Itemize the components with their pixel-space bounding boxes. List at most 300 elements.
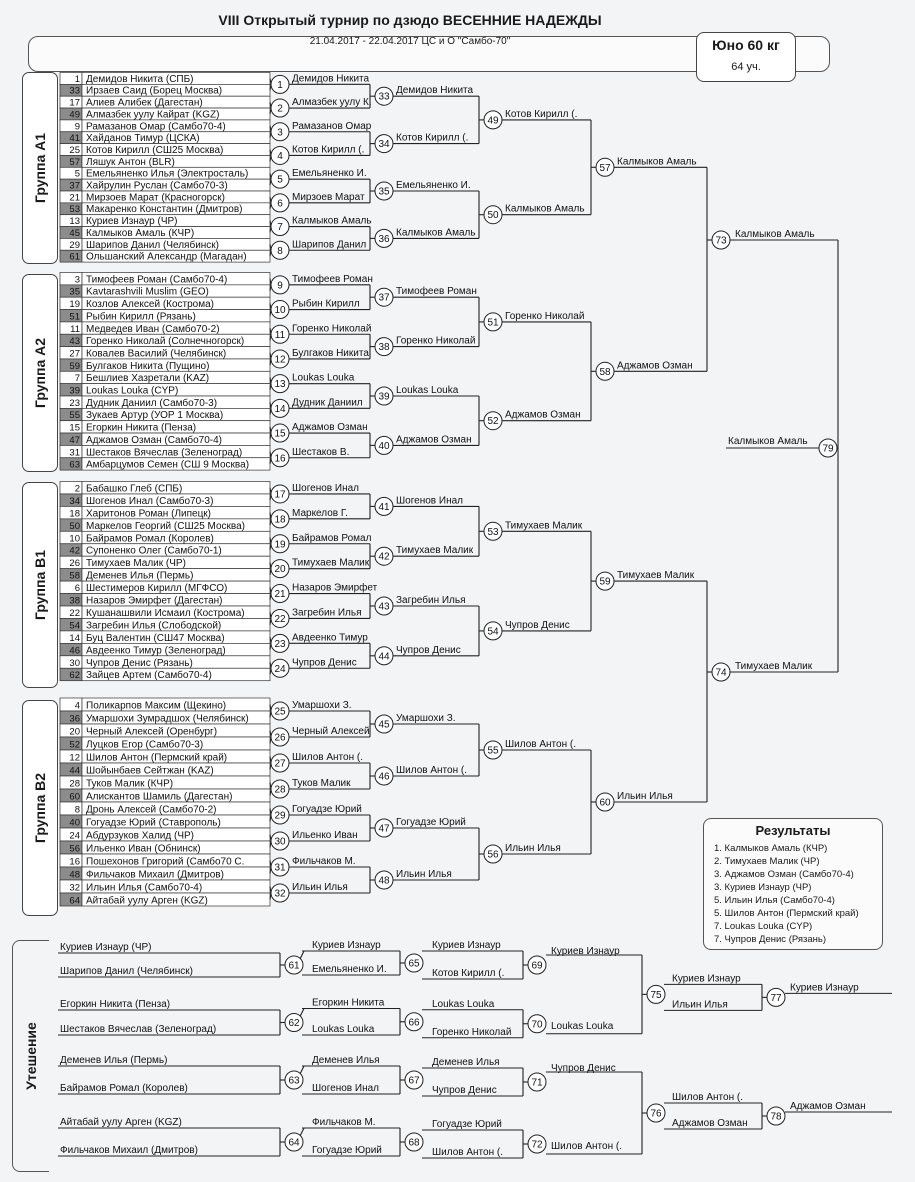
- match-number: 44: [378, 651, 390, 663]
- seed-number: 6: [74, 583, 80, 595]
- match-number: 63: [288, 1075, 300, 1087]
- group-label: Группа В1: [32, 549, 49, 621]
- seed-number: 26: [69, 558, 80, 570]
- match-number: 51: [487, 317, 499, 329]
- match-number: 48: [378, 875, 390, 887]
- match-number: 18: [274, 514, 286, 526]
- entry-name: Емельяненко Илья (Электросталь): [86, 168, 249, 180]
- entry-name: Шилов Антон (Пермский край): [86, 752, 228, 764]
- bracket-line: [300, 1128, 304, 1136]
- opponent-name: Котов Кирилл (.: [432, 968, 505, 979]
- entry-name: Айтабай уулу Арген (KGZ): [86, 895, 208, 907]
- winner-name: Рамазанов Омар: [292, 120, 372, 132]
- match-number: 19: [274, 539, 286, 551]
- seed-number: 3: [74, 274, 80, 286]
- entry-name: Загребин Илья (Слободской): [86, 620, 222, 632]
- champion-name: Калмыков Амаль: [728, 436, 808, 447]
- repechage-entry: Фильчаков Михаил (Дмитров): [60, 1145, 198, 1156]
- entry-name: Рамазанов Омар (Самбо70-4): [86, 121, 226, 133]
- winner-name: Калмыков Амаль: [735, 229, 815, 240]
- seed-number: 4: [74, 700, 80, 712]
- match-number: 64: [288, 1137, 300, 1149]
- result-item: 2. Тимухаев Малик (ЧР): [714, 856, 820, 867]
- match-number: 70: [531, 1019, 543, 1031]
- opponent-name: Аджамов Озман: [672, 1118, 748, 1129]
- winner-name: Тимухаев Малик: [505, 520, 583, 532]
- winner-name: Емельяненко И.: [292, 168, 367, 180]
- seed-number: 41: [69, 133, 80, 145]
- match-number: 38: [378, 342, 390, 354]
- match-number: 50: [487, 210, 499, 222]
- entry-name: Козлов Алексей (Кострома): [86, 299, 215, 311]
- winner-name: Авдеенко Тимур: [292, 632, 368, 644]
- match-number: 59: [599, 576, 611, 588]
- entry-name: Ильин Илья (Самбо70-4): [86, 882, 203, 894]
- match-number: 29: [274, 810, 286, 822]
- winner-name: Калмыков Амаль: [292, 215, 372, 227]
- match-number: 37: [378, 292, 390, 304]
- winner-name: Маркелов Г.: [292, 507, 348, 519]
- match-number: 20: [274, 564, 286, 576]
- match-number: 42: [378, 551, 390, 563]
- winner-name: Куриев Изнаур: [672, 973, 741, 985]
- seed-number: 8: [74, 804, 80, 816]
- winner-name: Тимухаев Малик: [735, 661, 813, 672]
- match-number: 46: [378, 771, 390, 783]
- entry-name: Булгаков Никита (Пущино): [86, 360, 210, 372]
- winner-name: Ильин Илья: [617, 791, 673, 802]
- match-number: 13: [274, 379, 286, 391]
- seed-number: 55: [69, 410, 80, 422]
- match-number: 55: [487, 745, 499, 757]
- winner-name: Егоркин Никита: [312, 997, 385, 1009]
- seed-number: 14: [69, 632, 80, 644]
- entry-name: Ирзаев Саид (Борец Москва): [86, 85, 223, 97]
- seed-number: 17: [69, 97, 80, 109]
- entry-name: Тимофеев Роман (Самбо70-4): [86, 274, 228, 286]
- winner-name: Загребин Илья: [292, 607, 362, 619]
- entry-name: Аджамов Озман (Самбо70-4): [86, 434, 223, 446]
- winner-name: Горенко Николай: [505, 310, 585, 322]
- seed-number: 64: [69, 895, 80, 907]
- seed-number: 34: [69, 495, 80, 507]
- match-number: 32: [274, 888, 286, 900]
- seed-number: 43: [69, 336, 80, 348]
- winner-name: Loukas Louka: [551, 1020, 614, 1032]
- winner-name: Loukas Louka: [396, 385, 459, 396]
- match-number: 52: [487, 416, 499, 428]
- winner-name: Емельяненко И.: [396, 180, 471, 191]
- match-number: 76: [650, 1108, 662, 1120]
- match-number: 57: [599, 162, 611, 174]
- result-item: 7. Чупров Денис (Рязань): [714, 934, 827, 945]
- entry-name: Поликарпов Максим (Щекино): [86, 700, 227, 712]
- match-number: 23: [274, 638, 286, 650]
- seed-number: 49: [69, 109, 80, 121]
- entry-name: Медведев Иван (Самбо70-2): [86, 323, 220, 335]
- seed-number: 63: [69, 459, 80, 471]
- match-number: 67: [408, 1075, 420, 1087]
- seed-number: 5: [74, 168, 80, 180]
- entry-name: Егоркин Никита (Пенза): [86, 422, 197, 434]
- match-number: 62: [288, 1018, 300, 1029]
- entry-name: Демидов Никита (СПБ): [86, 73, 194, 85]
- opponent-name: Емельяненко И.: [312, 964, 387, 975]
- seed-number: 23: [69, 397, 80, 409]
- bracket-line: [300, 1066, 304, 1074]
- entry-name: Шогенов Инал (Самбо70-3): [86, 495, 214, 507]
- winner-name: Аджамов Озман: [292, 422, 368, 434]
- seed-number: 30: [69, 657, 80, 669]
- entry-name: Ольшанский Александр (Магадан): [86, 251, 247, 263]
- match-number: 12: [274, 354, 286, 366]
- match-number: 61: [288, 960, 300, 972]
- seed-number: 51: [69, 311, 80, 323]
- entry-name: Тимухаев Малик (ЧР): [86, 558, 186, 570]
- seed-number: 16: [69, 856, 80, 868]
- winner-name: Котов Кирилл (.: [292, 144, 365, 156]
- match-number: 15: [274, 428, 286, 440]
- seed-number: 28: [69, 778, 80, 790]
- seed-number: 54: [69, 620, 80, 632]
- match-number: 75: [650, 989, 662, 1001]
- entry-name: Пошехонов Григорий (Самбо70 С.: [86, 856, 245, 868]
- entry-name: Байрамов Ромал (Королев): [86, 533, 214, 545]
- match-number: 71: [531, 1077, 543, 1089]
- winner-name: Демидов Никита: [292, 73, 370, 85]
- match-number: 26: [274, 732, 286, 744]
- match-number: 78: [770, 1111, 782, 1123]
- winner-name: Аджамов Озман: [505, 409, 581, 421]
- seed-number: 12: [69, 752, 80, 764]
- entry-name: Шойынбаев Сейтжан (KAZ): [86, 765, 214, 777]
- winner-name: Ильин Илья: [396, 869, 452, 880]
- entry-name: Амбарцумов Семен (СШ 9 Москва): [86, 459, 250, 471]
- winner-name: Ильенко Иван: [292, 830, 358, 841]
- winner-name: Ильин Илья: [505, 843, 561, 854]
- result-item: 3. Аджамов Озман (Самбо70-4): [714, 869, 854, 880]
- entry-name: Маркелов Георгий (СШ25 Москва): [86, 520, 245, 532]
- entry-name: Калмыков Амаль (КЧР): [86, 227, 195, 239]
- winner-name: Калмыков Амаль: [617, 156, 697, 168]
- winner-name: Булгаков Никита: [292, 347, 369, 359]
- match-number: 73: [715, 235, 727, 247]
- seed-number: 57: [69, 156, 80, 168]
- entry-name: Алиев Алибек (Дагестан): [86, 97, 203, 109]
- entry-name: Дудник Даниил (Самбо70-3): [86, 397, 218, 409]
- match-number: 17: [274, 489, 286, 501]
- winner-name: Гогуадзе Юрий: [396, 817, 466, 828]
- entry-name: Kavtarashvili Muslim (GEO): [86, 286, 209, 298]
- winner-name: Шилов Антон (.: [551, 1141, 622, 1152]
- seed-number: 13: [69, 216, 80, 228]
- winner-name: Тимухаев Малик: [396, 545, 474, 557]
- winner-name: Шилов Антон (.: [505, 739, 576, 750]
- match-number: 28: [274, 784, 286, 796]
- seed-number: 58: [69, 570, 80, 582]
- entry-name: Шестаков Вячеслав (Зеленоград): [86, 447, 243, 459]
- winner-name: Демидов Никита: [396, 85, 474, 97]
- match-number: 39: [378, 391, 390, 403]
- winner-name: Гогуадзе Юрий: [292, 804, 362, 815]
- opponent-name: Горенко Николай: [432, 1026, 512, 1038]
- winner-name: Шилов Антон (.: [292, 752, 363, 763]
- weight-category: Юно 60 кг: [712, 37, 780, 53]
- winner-name: Чупров Денис: [292, 657, 357, 669]
- results-title: Результаты: [755, 823, 831, 838]
- seed-number: 1: [74, 73, 80, 85]
- group-label: Группа В2: [32, 772, 49, 844]
- seed-number: 52: [69, 739, 80, 751]
- match-number: 31: [274, 862, 286, 874]
- match-number: 3: [277, 127, 283, 139]
- seed-number: 18: [69, 508, 80, 520]
- seed-number: 22: [69, 607, 80, 619]
- opponent-name: Шогенов Инал: [312, 1083, 379, 1094]
- match-number: 14: [274, 403, 286, 415]
- winner-name: Назаров Эмирфет: [292, 582, 378, 594]
- match-number: 35: [378, 186, 390, 198]
- entry-name: Ковалев Василий (Челябинск): [86, 348, 227, 360]
- match-number: 36: [378, 233, 390, 245]
- entry-name: Харитонов Роман (Липецк): [86, 508, 211, 520]
- winner-name: Черный Алексей: [292, 726, 370, 737]
- match-number: 53: [487, 526, 499, 538]
- seed-number: 60: [69, 791, 80, 803]
- winner-name: Калмыков Амаль: [396, 227, 476, 239]
- match-number: 41: [378, 501, 390, 513]
- match-number: 5: [277, 174, 283, 186]
- winner-name: Загребин Илья: [396, 595, 466, 606]
- group-label: Группа А2: [32, 337, 49, 409]
- result-item: 5. Шилов Антон (Пермский край): [714, 908, 859, 919]
- result-item: 5. Ильин Илья (Самбо70-4): [714, 895, 835, 906]
- winner-name: Умаршохи З.: [396, 713, 456, 724]
- seed-number: 36: [69, 713, 80, 725]
- entry-name: Мирзоев Марат (Красногорск): [86, 192, 225, 204]
- entry-name: Бабашко Глеб (СПБ): [86, 483, 183, 495]
- match-number: 25: [274, 706, 286, 718]
- seed-number: 53: [69, 204, 80, 216]
- result-item: 7. Loukas Louka (CYP): [714, 921, 813, 932]
- entry-name: Буц Валентин (СШ47 Москва): [86, 632, 225, 644]
- entry-name: Деменев Илья (Пермь): [86, 570, 194, 582]
- match-number: 65: [408, 958, 420, 970]
- winner-name: Гогуадзе Юрий: [432, 1119, 502, 1130]
- seed-number: 7: [74, 373, 80, 385]
- entry-name: Ляшук Антон (BLR): [86, 156, 175, 168]
- winner-name: Горенко Николай: [292, 323, 372, 335]
- winner-name: Котов Кирилл (.: [396, 132, 469, 144]
- seed-number: 42: [69, 545, 80, 557]
- winner-name: Шестаков В.: [292, 446, 350, 458]
- match-number: 56: [487, 849, 499, 861]
- entry-name: Шестимеров Кирилл (МГФСО): [86, 583, 228, 595]
- match-number: 68: [408, 1137, 420, 1149]
- seed-number: 21: [69, 192, 80, 204]
- seed-number: 40: [69, 817, 80, 829]
- seed-number: 46: [69, 645, 80, 657]
- winner-name: Мирзоев Марат: [292, 191, 365, 203]
- seed-number: 39: [69, 385, 80, 397]
- match-number: 45: [378, 719, 390, 731]
- match-number: 4: [277, 150, 283, 162]
- winner-name: Шарипов Данил: [292, 239, 367, 251]
- seed-number: 59: [69, 360, 80, 372]
- bronze-name: Куриев Изнаур: [790, 982, 859, 994]
- winner-name: Аджамов Озман: [396, 434, 472, 446]
- seed-number: 31: [69, 447, 80, 459]
- bracket-line: [300, 1009, 304, 1017]
- match-number: 49: [487, 115, 499, 127]
- winner-name: Тимофеев Роман: [292, 273, 373, 285]
- repechage-entry: Егоркин Никита (Пенза): [60, 999, 171, 1010]
- seed-number: 44: [69, 765, 80, 777]
- entry-name: Дронь Алексей (Самбо70-2): [86, 804, 217, 816]
- entry-name: Зайцев Артем (Самбо70-4): [86, 670, 212, 682]
- match-number: 58: [599, 366, 611, 378]
- match-number: 27: [274, 758, 286, 770]
- winner-name: Байрамов Ромал: [292, 532, 372, 544]
- winner-name: Котов Кирилл (.: [505, 108, 578, 120]
- entry-name: Горенко Николай (Солнечногорск): [86, 336, 245, 348]
- entry-name: Чупров Денис (Рязань): [86, 657, 193, 669]
- seed-number: 15: [69, 422, 80, 434]
- result-item: 1. Калмыков Амаль (КЧР): [714, 843, 828, 854]
- seed-number: 24: [69, 830, 80, 842]
- match-number: 1: [277, 79, 283, 91]
- winner-name: Шилов Антон (.: [672, 1092, 743, 1103]
- match-number: 74: [715, 667, 727, 679]
- entry-name: Шарипов Данил (Челябинск): [86, 239, 220, 251]
- entry-name: Ильенко Иван (Обнинск): [86, 843, 201, 855]
- winner-name: Чупров Денис: [505, 619, 570, 631]
- opponent-name: Шилов Антон (.: [432, 1147, 503, 1158]
- winner-name: Калмыков Амаль: [505, 203, 585, 215]
- entry-name: Хайданов Тимур (ЦСКА): [86, 133, 200, 145]
- match-number: 34: [378, 139, 390, 151]
- winner-name: Тимофеев Роман: [396, 286, 477, 298]
- match-number: 6: [277, 198, 283, 210]
- entry-name: Кушанашвили Исмаил (Кострома): [86, 607, 245, 619]
- seed-number: 25: [69, 144, 80, 156]
- winner-name: Куриев Изнаур: [312, 940, 381, 951]
- match-number: 40: [378, 440, 390, 452]
- match-number: 22: [274, 613, 286, 625]
- winner-name: Туков Малик: [292, 778, 351, 789]
- match-number: 72: [531, 1139, 543, 1151]
- match-number: 47: [378, 823, 390, 835]
- match-number: 33: [378, 91, 390, 103]
- entry-name: Абдурзуков Халид (ЧР): [86, 830, 194, 842]
- opponent-name: Ильин Илья: [672, 999, 728, 1011]
- tournament-title: VIII Открытый турнир по дзюдо ВЕСЕННИЕ НАДЕЖДЫ: [218, 12, 602, 28]
- winner-name: Деменев Илья: [312, 1055, 380, 1066]
- tournament-dates: 21.04.2017 - 22.04.2017 ЦС и О "Самбо-70": [309, 36, 511, 47]
- seed-number: 56: [69, 843, 80, 855]
- seed-number: 29: [69, 239, 80, 251]
- seed-number: 48: [69, 869, 80, 881]
- match-number: 21: [274, 589, 286, 601]
- match-number: 79: [822, 443, 834, 455]
- group-label: Группа А1: [32, 132, 49, 204]
- match-number: 8: [277, 245, 283, 257]
- entry-name: Авдеенко Тимур (Зеленоград): [86, 645, 226, 657]
- seed-number: 11: [70, 323, 80, 335]
- result-item: 3. Куриев Изнаур (ЧР): [714, 882, 812, 893]
- seed-number: 2: [74, 483, 80, 495]
- entry-name: Черный Алексей (Оренбург): [86, 726, 218, 738]
- entry-name: Рыбин Кирилл (Рязань): [86, 311, 196, 323]
- winner-name: Чупров Денис: [396, 644, 461, 656]
- entry-name: Луцков Егор (Самбо70-3): [86, 739, 204, 751]
- match-number: 10: [274, 305, 286, 317]
- winner-name: Чупров Денис: [551, 1063, 616, 1074]
- winner-name: Тимухаев Малик: [617, 570, 695, 582]
- entry-name: Куриев Изнаур (ЧР): [86, 216, 178, 228]
- entry-name: Туков Малик (КЧР): [86, 778, 174, 790]
- winner-name: Ильин Илья: [292, 882, 348, 893]
- entry-name: Алискантов Шамиль (Дагестан): [86, 791, 233, 803]
- entry-name: Гогуадзе Юрий (Ставрополь): [86, 817, 221, 829]
- match-number: 9: [277, 280, 283, 292]
- winner-name: Шогенов Инал: [292, 482, 359, 494]
- winner-name: Куриев Изнаур: [432, 940, 501, 951]
- repechage-entry: Деменев Илья (Пермь): [60, 1055, 168, 1066]
- match-number: 66: [408, 1017, 420, 1029]
- entry-name: Хайрулин Руслан (Самбо70-3): [86, 180, 228, 192]
- opponent-name: Loukas Louka: [312, 1024, 375, 1035]
- repechage-entry: Шарипов Данил (Челябинск): [60, 966, 194, 977]
- seed-number: 37: [69, 180, 80, 192]
- winner-name: Loukas Louka: [292, 372, 355, 384]
- repechage-entry: Шестаков Вячеслав (Зеленоград): [60, 1024, 217, 1035]
- bronze-name: Аджамов Озман: [790, 1101, 866, 1112]
- seed-number: 9: [74, 121, 80, 133]
- match-number: 2: [277, 103, 283, 115]
- winner-name: Горенко Николай: [396, 335, 476, 347]
- winner-name: Фильчаков М.: [292, 856, 356, 867]
- winner-name: Дудник Даниил: [292, 397, 363, 409]
- winner-name: Аджамов Озман: [617, 360, 693, 372]
- repechage-entry: Байрамов Ромал (Королев): [60, 1083, 188, 1094]
- bracket-line: [300, 951, 304, 959]
- seed-number: 10: [69, 533, 80, 545]
- match-number: 77: [770, 992, 782, 1004]
- winner-name: Деменев Илья: [432, 1057, 500, 1068]
- match-number: 54: [487, 626, 499, 638]
- entry-name: Супоненко Олег (Самбо70-1): [86, 545, 222, 557]
- seed-number: 20: [69, 726, 80, 738]
- winner-name: Loukas Louka: [432, 998, 495, 1010]
- match-number: 69: [531, 960, 543, 972]
- repechage-entry: Куриев Изнаур (ЧР): [60, 942, 152, 953]
- consolation-label: Утешение: [23, 1022, 39, 1090]
- seed-number: 50: [69, 520, 80, 532]
- entry-name: Котов Кирилл (СШ25 Москва): [86, 144, 224, 156]
- winner-name: Шогенов Инал: [396, 495, 463, 507]
- match-number: 60: [599, 797, 611, 809]
- entry-name: Назаров Эмирфет (Дагестан): [86, 595, 223, 607]
- seed-number: 32: [69, 882, 80, 894]
- winner-name: Фильчаков М.: [312, 1117, 376, 1128]
- winner-name: Умаршохи З.: [292, 700, 352, 711]
- entry-name: Фильчаков Михаил (Дмитров): [86, 869, 224, 881]
- match-number: 43: [378, 601, 390, 613]
- match-number: 11: [274, 329, 286, 341]
- seed-number: 33: [69, 85, 80, 97]
- winner-name: Алмазбек уулу К.: [292, 97, 372, 109]
